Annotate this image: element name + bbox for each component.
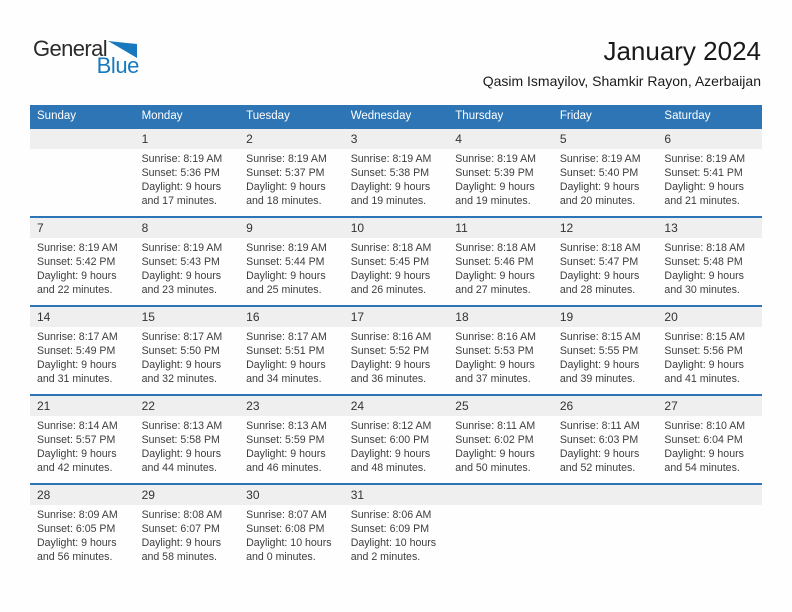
title-block [483, 36, 761, 89]
sunset-text: Sunset: 5:44 PM [246, 256, 325, 268]
sunset-text: Sunset: 5:53 PM [455, 345, 534, 357]
day-number: 14 [37, 310, 51, 324]
daylight-hours-text: Daylight: 10 hours [350, 537, 437, 549]
daylight-hours-text: Daylight: 10 hours [246, 537, 332, 549]
daylight-hours-text: Daylight: 9 hours [559, 181, 640, 193]
daylight-minutes-text: and 44 minutes. [141, 462, 217, 474]
day-cell [239, 149, 344, 208]
sunrise-text: Sunrise: 8:16 AM [455, 331, 536, 343]
weekday-header-row [30, 105, 762, 127]
daylight-hours-text: Daylight: 9 hours [664, 181, 744, 193]
sunrise-text: Sunrise: 8:16 AM [350, 331, 432, 343]
logo-text-general: General [33, 36, 108, 61]
sunrise-text: Sunrise: 8:19 AM [455, 153, 536, 165]
sunrise-text: Sunrise: 8:11 AM [455, 420, 536, 432]
weekday-header-wednesday: Wednesday [350, 110, 412, 122]
day-cell [657, 416, 762, 475]
day-cell [657, 238, 762, 297]
daylight-hours-text: Daylight: 9 hours [37, 448, 117, 460]
day-number: 6 [664, 132, 672, 146]
day-number: 11 [455, 221, 468, 235]
day-cell [344, 149, 449, 208]
daylight-minutes-text: and 18 minutes. [246, 195, 322, 207]
sunset-text: Sunset: 5:50 PM [141, 345, 220, 357]
day-cell-empty [30, 149, 135, 208]
sunset-text: Sunset: 5:37 PM [246, 167, 325, 179]
daylight-hours-text: Daylight: 9 hours [455, 359, 535, 371]
day-cell [553, 149, 658, 208]
sunrise-text: Sunrise: 8:11 AM [559, 420, 640, 432]
daylight-hours-text: Daylight: 9 hours [559, 359, 640, 371]
day-number: 28 [37, 488, 51, 502]
daylight-minutes-text: and 26 minutes. [350, 284, 427, 296]
daylight-minutes-text: and 0 minutes. [246, 551, 316, 563]
sunrise-text: Sunrise: 8:19 AM [664, 153, 746, 165]
sunrise-text: Sunrise: 8:17 AM [37, 331, 118, 343]
day-cell [553, 238, 658, 297]
daylight-minutes-text: and 30 minutes. [664, 284, 740, 296]
sunset-text: Sunset: 5:42 PM [37, 256, 116, 268]
sunrise-text: Sunrise: 8:08 AM [141, 509, 223, 521]
day-cell [135, 416, 240, 475]
daylight-hours-text: Daylight: 9 hours [350, 181, 431, 193]
sunset-text: Sunset: 6:03 PM [559, 434, 639, 446]
daylight-minutes-text: and 19 minutes. [350, 195, 427, 207]
day-number-band [30, 307, 762, 327]
sunset-text: Sunset: 5:39 PM [455, 167, 534, 179]
day-number: 30 [246, 488, 260, 502]
day-cell [344, 238, 449, 297]
daylight-minutes-text: and 50 minutes. [455, 462, 531, 474]
daylight-hours-text: Daylight: 9 hours [664, 448, 744, 460]
daylight-minutes-text: and 21 minutes. [664, 195, 740, 207]
sunrise-text: Sunrise: 8:09 AM [37, 509, 118, 521]
calendar-weeks [30, 127, 762, 572]
daylight-minutes-text: and 39 minutes. [559, 373, 636, 385]
daylight-hours-text: Daylight: 9 hours [246, 359, 326, 371]
day-cell [553, 416, 658, 475]
day-cell [239, 505, 344, 564]
daylight-minutes-text: and 2 minutes. [350, 551, 421, 563]
day-cell [239, 327, 344, 386]
daylight-hours-text: Daylight: 9 hours [350, 359, 431, 371]
day-cell [344, 505, 449, 564]
daylight-hours-text: Daylight: 9 hours [37, 359, 117, 371]
sunrise-text: Sunrise: 8:19 AM [141, 153, 223, 165]
day-number: 26 [559, 399, 574, 413]
day-cell-empty [448, 505, 553, 564]
sunrise-text: Sunrise: 8:13 AM [141, 420, 223, 432]
sunset-text: Sunset: 5:47 PM [559, 256, 639, 268]
day-cell [239, 416, 344, 475]
day-cell [135, 327, 240, 386]
day-number-band [30, 218, 762, 238]
day-cell [30, 416, 135, 475]
daylight-hours-text: Daylight: 9 hours [559, 448, 640, 460]
day-cell-empty [553, 505, 658, 564]
day-number-band [30, 485, 762, 505]
sunset-text: Sunset: 5:46 PM [455, 256, 534, 268]
day-number: 27 [664, 399, 678, 413]
day-number: 4 [455, 132, 462, 146]
daylight-hours-text: Daylight: 9 hours [141, 537, 222, 549]
day-cell [135, 238, 240, 297]
weekday-header-tuesday: Tuesday [246, 110, 290, 122]
daylight-minutes-text: and 52 minutes. [559, 462, 636, 474]
sunrise-text: Sunrise: 8:19 AM [141, 242, 223, 254]
sunrise-text: Sunrise: 8:18 AM [559, 242, 641, 254]
week-row [30, 305, 762, 394]
sunrise-text: Sunrise: 8:19 AM [559, 153, 641, 165]
sunset-text: Sunset: 5:59 PM [246, 434, 325, 446]
daylight-minutes-text: and 36 minutes. [350, 373, 427, 385]
sunset-text: Sunset: 6:05 PM [37, 523, 116, 535]
daylight-hours-text: Daylight: 9 hours [664, 270, 744, 282]
weekday-header-friday: Friday [559, 110, 592, 122]
general-blue-logo [33, 37, 139, 77]
day-number-empty [657, 485, 762, 505]
daylight-hours-text: Daylight: 9 hours [350, 448, 431, 460]
daylight-minutes-text: and 32 minutes. [141, 373, 217, 385]
daylight-minutes-text: and 19 minutes. [455, 195, 531, 207]
sunset-text: Sunset: 5:40 PM [559, 167, 639, 179]
daylight-minutes-text: and 25 minutes. [246, 284, 322, 296]
sunrise-text: Sunrise: 8:19 AM [246, 242, 327, 254]
day-cell [657, 149, 762, 208]
sunrise-text: Sunrise: 8:18 AM [350, 242, 432, 254]
sunrise-text: Sunrise: 8:10 AM [664, 420, 746, 432]
day-cell [448, 327, 553, 386]
day-number: 2 [246, 132, 253, 146]
day-number: 20 [664, 310, 678, 324]
day-content-row [30, 505, 762, 564]
sunset-text: Sunset: 6:00 PM [350, 434, 430, 446]
daylight-minutes-text: and 46 minutes. [246, 462, 322, 474]
day-number: 17 [350, 310, 365, 324]
sunrise-text: Sunrise: 8:13 AM [246, 420, 327, 432]
daylight-hours-text: Daylight: 9 hours [246, 448, 326, 460]
sunset-text: Sunset: 5:56 PM [664, 345, 743, 357]
sunrise-text: Sunrise: 8:17 AM [246, 331, 327, 343]
daylight-minutes-text: and 22 minutes. [37, 284, 113, 296]
sunset-text: Sunset: 5:45 PM [350, 256, 430, 268]
daylight-hours-text: Daylight: 9 hours [455, 270, 535, 282]
day-number: 8 [141, 221, 149, 235]
day-number: 9 [246, 221, 253, 235]
day-number: 12 [559, 221, 574, 235]
calendar-grid [30, 105, 762, 572]
daylight-minutes-text: and 17 minutes. [141, 195, 217, 207]
sunset-text: Sunset: 5:48 PM [664, 256, 743, 268]
sunrise-text: Sunrise: 8:18 AM [455, 242, 536, 254]
day-cell [239, 238, 344, 297]
sunset-text: Sunset: 5:43 PM [141, 256, 220, 268]
day-number: 1 [141, 132, 149, 146]
daylight-minutes-text: and 41 minutes. [664, 373, 740, 385]
daylight-hours-text: Daylight: 9 hours [37, 270, 117, 282]
sunrise-text: Sunrise: 8:14 AM [37, 420, 118, 432]
daylight-minutes-text: and 27 minutes. [455, 284, 531, 296]
sunset-text: Sunset: 5:52 PM [350, 345, 430, 357]
sunrise-text: Sunrise: 8:12 AM [350, 420, 432, 432]
sunrise-text: Sunrise: 8:15 AM [664, 331, 746, 343]
day-number-empty [553, 485, 658, 505]
day-number: 3 [350, 132, 358, 146]
day-number: 23 [246, 399, 260, 413]
daylight-minutes-text: and 56 minutes. [37, 551, 113, 563]
day-cell [30, 238, 135, 297]
day-number: 16 [246, 310, 260, 324]
sunrise-text: Sunrise: 8:15 AM [559, 331, 641, 343]
sunset-text: Sunset: 6:07 PM [141, 523, 220, 535]
day-number: 25 [455, 399, 469, 413]
daylight-minutes-text: and 28 minutes. [559, 284, 636, 296]
daylight-minutes-text: and 54 minutes. [664, 462, 740, 474]
daylight-hours-text: Daylight: 9 hours [246, 270, 326, 282]
sunset-text: Sunset: 6:04 PM [664, 434, 743, 446]
sunrise-text: Sunrise: 8:17 AM [141, 331, 223, 343]
sunset-text: Sunset: 6:08 PM [246, 523, 325, 535]
weekday-header-sunday: Sunday [37, 110, 77, 122]
day-number: 18 [455, 310, 469, 324]
day-number: 10 [350, 221, 365, 235]
daylight-minutes-text: and 34 minutes. [246, 373, 322, 385]
week-row [30, 483, 762, 572]
day-number: 7 [37, 221, 44, 235]
day-number: 19 [559, 310, 574, 324]
day-number-band [30, 129, 762, 149]
day-number-band [30, 396, 762, 416]
logo-text-blue: Blue [96, 53, 139, 78]
day-cell-empty [657, 505, 762, 564]
day-cell [448, 416, 553, 475]
day-cell [448, 238, 553, 297]
day-number: 21 [37, 399, 51, 413]
daylight-minutes-text: and 37 minutes. [455, 373, 531, 385]
daylight-hours-text: Daylight: 9 hours [350, 270, 431, 282]
sunrise-text: Sunrise: 8:18 AM [664, 242, 746, 254]
day-cell [344, 416, 449, 475]
location-subtitle: Qasim Ismayilov, Shamkir Rayon, Azerbaijan [482, 73, 761, 89]
daylight-hours-text: Daylight: 9 hours [664, 359, 744, 371]
daylight-hours-text: Daylight: 9 hours [141, 359, 222, 371]
daylight-minutes-text: and 31 minutes. [37, 373, 113, 385]
week-row [30, 216, 762, 305]
sunset-text: Sunset: 5:57 PM [37, 434, 116, 446]
sunset-text: Sunset: 5:58 PM [141, 434, 220, 446]
day-content-row [30, 238, 762, 297]
daylight-hours-text: Daylight: 9 hours [141, 270, 222, 282]
day-content-row [30, 327, 762, 386]
daylight-hours-text: Daylight: 9 hours [246, 181, 326, 193]
daylight-minutes-text: and 42 minutes. [37, 462, 113, 474]
week-row [30, 127, 762, 216]
day-cell [135, 505, 240, 564]
daylight-minutes-text: and 23 minutes. [141, 284, 217, 296]
day-cell [30, 327, 135, 386]
sunset-text: Sunset: 5:38 PM [350, 167, 430, 179]
sunrise-text: Sunrise: 8:19 AM [350, 153, 432, 165]
sunset-text: Sunset: 6:02 PM [455, 434, 534, 446]
sunset-text: Sunset: 5:55 PM [559, 345, 639, 357]
sunset-text: Sunset: 6:09 PM [350, 523, 430, 535]
day-number: 24 [350, 399, 365, 413]
daylight-hours-text: Daylight: 9 hours [559, 270, 640, 282]
daylight-hours-text: Daylight: 9 hours [37, 537, 117, 549]
day-number-empty [30, 129, 135, 149]
day-number: 22 [141, 399, 155, 413]
day-cell [657, 327, 762, 386]
day-content-row [30, 149, 762, 208]
daylight-hours-text: Daylight: 9 hours [455, 448, 535, 460]
sunset-text: Sunset: 5:41 PM [664, 167, 743, 179]
sunrise-text: Sunrise: 8:06 AM [350, 509, 432, 521]
daylight-hours-text: Daylight: 9 hours [455, 181, 535, 193]
day-content-row [30, 416, 762, 475]
daylight-hours-text: Daylight: 9 hours [141, 181, 222, 193]
sunset-text: Sunset: 5:49 PM [37, 345, 116, 357]
day-number: 5 [559, 132, 567, 146]
day-number: 13 [664, 221, 678, 235]
sunrise-text: Sunrise: 8:07 AM [246, 509, 327, 521]
daylight-minutes-text: and 20 minutes. [559, 195, 636, 207]
weekday-header-saturday: Saturday [664, 110, 711, 122]
day-number: 29 [141, 488, 155, 502]
day-cell [344, 327, 449, 386]
sunset-text: Sunset: 5:36 PM [141, 167, 220, 179]
day-number-empty [448, 485, 553, 505]
weekday-header-monday: Monday [141, 110, 183, 122]
daylight-minutes-text: and 48 minutes. [350, 462, 427, 474]
daylight-minutes-text: and 58 minutes. [141, 551, 217, 563]
weekday-header-thursday: Thursday [455, 110, 504, 122]
day-cell [448, 149, 553, 208]
day-cell [30, 505, 135, 564]
sunrise-text: Sunrise: 8:19 AM [246, 153, 327, 165]
sunset-text: Sunset: 5:51 PM [246, 345, 325, 357]
day-cell [135, 149, 240, 208]
month-title: January 2024 [603, 36, 761, 66]
week-row [30, 394, 762, 483]
day-number: 15 [141, 310, 155, 324]
sunrise-text: Sunrise: 8:19 AM [37, 242, 118, 254]
day-cell [553, 327, 658, 386]
day-number: 31 [350, 488, 365, 502]
daylight-hours-text: Daylight: 9 hours [141, 448, 222, 460]
